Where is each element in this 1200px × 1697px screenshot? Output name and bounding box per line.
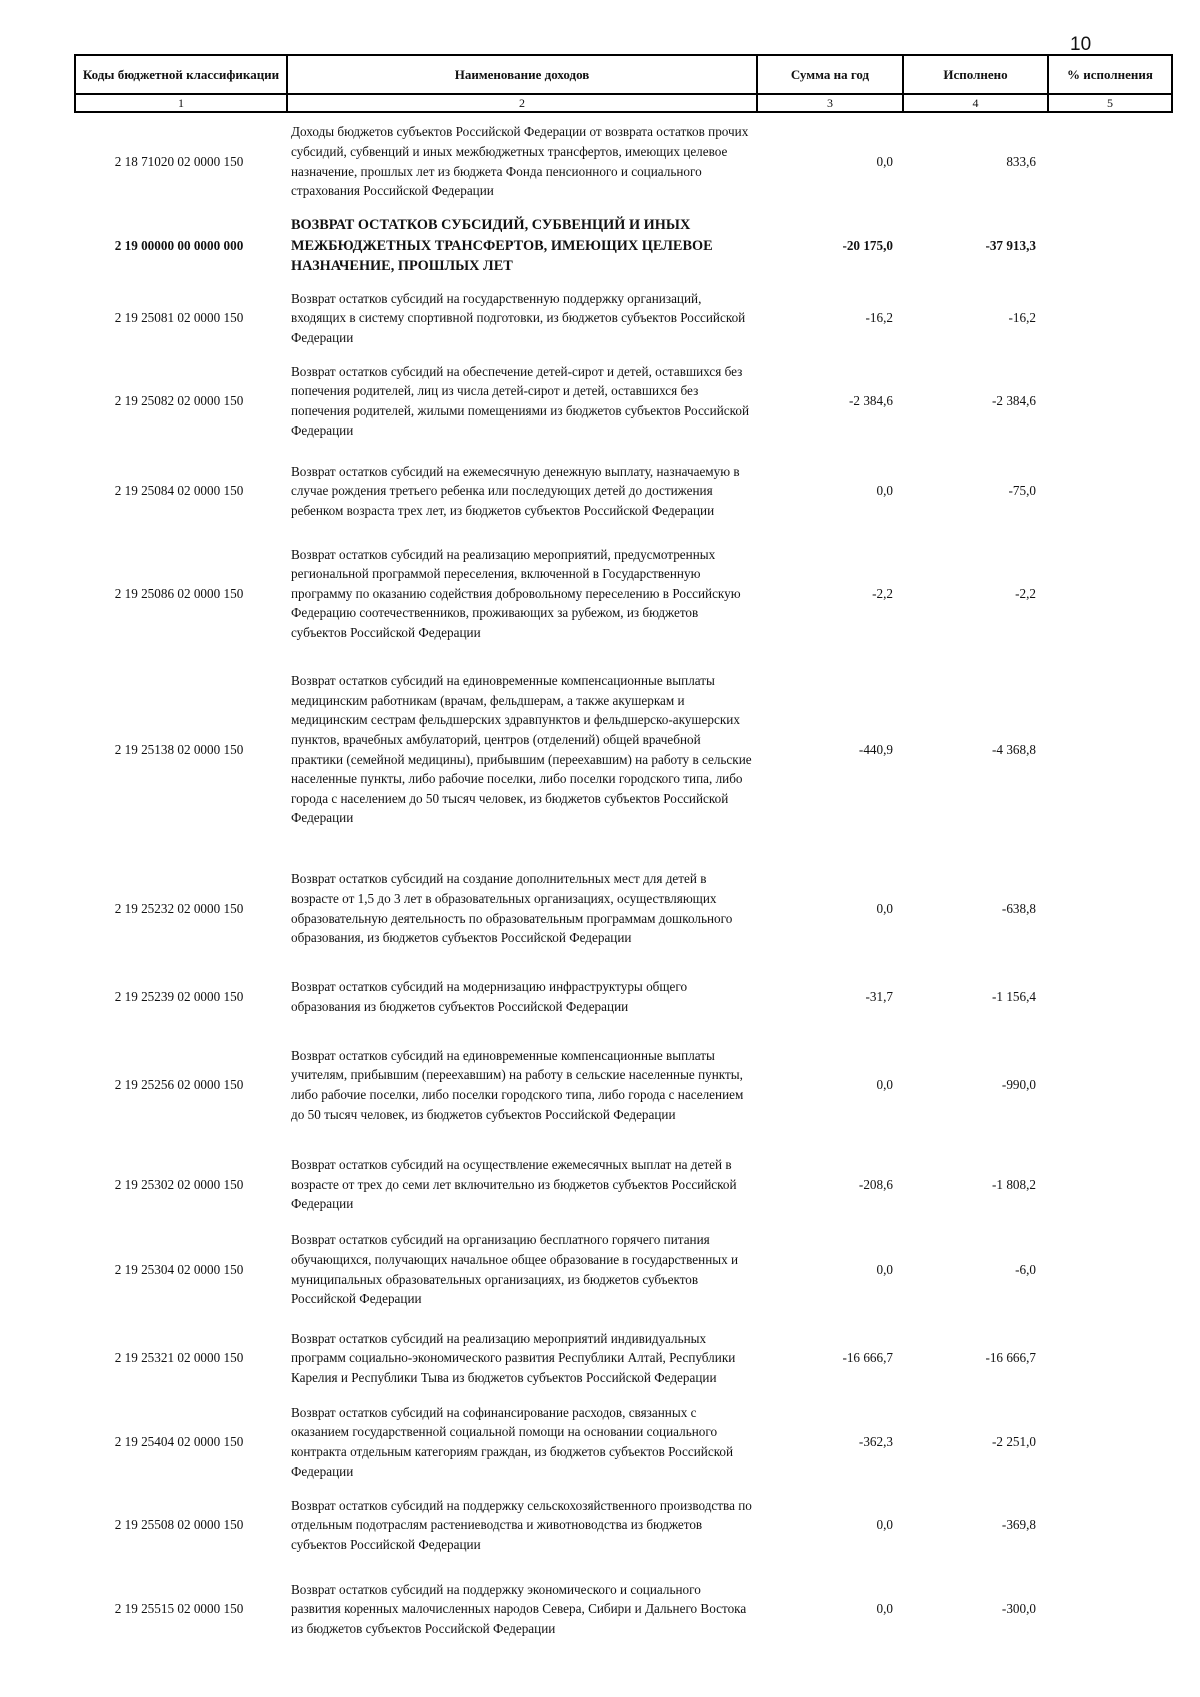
row-plan-amount: 0,0 [876, 1601, 893, 1617]
row-percent [1048, 112, 1172, 210]
row-executed-amount: -2 384,6 [992, 393, 1036, 409]
row-plan-amount: -20 175,0 [842, 238, 893, 254]
row-percent [1048, 534, 1172, 653]
budget-table [74, 54, 1173, 1653]
row-plan-amount: -440,9 [858, 741, 893, 757]
row-name: Возврат остатков субсидий на единовременные компенсационные выплаты медицинским работникам (врачам, фельдшерам, а также акушеркам и медицинским сестрам фельдшерских здравпунктов и фельдшерско-акушерских пунктов, врачебных амбулаторий, центров (отделений) общей врачебной практики (семейной медицины), прибывшим (переехавшим) на работу в сельские населенные пункты, либо рабочие поселки, либо поселки городского типа, либо города с населением до 50 тысяч человек, из бюджетов субъектов Российской Федерации [291, 673, 752, 826]
row-name: Возврат остатков субсидий на государственную поддержку организаций, входящих в систему спортивной подготовки, из бюджетов субъектов Российской Федерации [291, 290, 746, 345]
row-executed-amount: -75,0 [1008, 483, 1036, 499]
row-name: Возврат остатков субсидий на ежемесячную денежную выплату, назначаемую в случае рождения третьего ребенка или последующих детей до достижения ребенком возраста трех лет, из бюджетов субъектов Российской Федерации [291, 463, 740, 518]
row-code: 2 19 25256 02 0000 150 [114, 1077, 244, 1093]
row-percent [1048, 448, 1172, 534]
col-index-3: 3 [757, 94, 903, 112]
row-percent [1048, 1317, 1172, 1399]
table-row [75, 448, 1172, 534]
row-name: Возврат остатков субсидий на реализацию мероприятий, предусмотренных региональной программой переселения, включенной в Государственную программу по оказанию содействия добровольному переселению в Российскую Федерацию соотечественников, проживающих за рубежом, из бюджетов субъектов Российской Федерации [291, 546, 741, 640]
row-name: Возврат остатков субсидий на обеспечение детей-сирот и детей, оставшихся без попечения родителей, лиц из числа детей-сирот и детей, оставшихся без попечения родителей, жилыми помещениями из бюджетов субъектов Российской Федерации [291, 363, 750, 438]
row-plan-amount: -16,2 [865, 310, 893, 326]
table-row [75, 112, 1172, 210]
row-percent [1048, 1399, 1172, 1485]
row-plan-amount: -208,6 [858, 1176, 893, 1192]
row-executed-amount: -4 368,8 [992, 741, 1036, 757]
row-percent [1048, 1565, 1172, 1653]
row-code: 2 19 25239 02 0000 150 [114, 989, 244, 1005]
row-percent [1048, 653, 1172, 846]
row-plan-amount: -362,3 [858, 1434, 893, 1450]
row-name: Возврат остатков субсидий на поддержку экономического и социального развития коренных малочисленных народов Севера, Сибири и Дальнего Востока из бюджетов субъектов Российской Федерации [291, 1581, 747, 1636]
row-code: 2 19 25084 02 0000 150 [114, 483, 244, 499]
row-code: 2 19 25086 02 0000 150 [114, 585, 244, 601]
table-row [75, 282, 1172, 354]
row-executed-amount: -37 913,3 [985, 238, 1036, 254]
row-name: ВОЗВРАТ ОСТАТКОВ СУБСИДИЙ, СУБВЕНЦИЙ И ИНЫХ МЕЖБЮДЖЕТНЫХ ТРАНСФЕРТОВ, ИМЕЮЩИХ ЦЕЛЕВОЕ НАЗНАЧЕНИЕ, ПРОШЛЫХ ЛЕТ [291, 217, 713, 275]
row-code: 2 19 00000 00 0000 000 [114, 238, 244, 254]
table-row [75, 534, 1172, 653]
row-code: 2 19 25302 02 0000 150 [114, 1176, 244, 1192]
row-percent [1048, 1485, 1172, 1565]
row-executed-amount: -6,0 [1015, 1261, 1036, 1277]
row-executed-amount: -300,0 [1001, 1601, 1036, 1617]
row-percent [1048, 210, 1172, 282]
col-index-4: 4 [903, 94, 1048, 112]
table-row [75, 1485, 1172, 1565]
table-row [75, 1317, 1172, 1399]
row-percent [1048, 1023, 1172, 1147]
header-row [75, 55, 1172, 94]
row-executed-amount: -2,2 [1015, 585, 1036, 601]
row-plan-amount: 0,0 [876, 153, 893, 169]
row-executed-amount: -1 156,4 [992, 989, 1036, 1005]
col-header-percent: % исполнения [1048, 55, 1172, 94]
row-percent [1048, 1222, 1172, 1317]
col-header-code: Коды бюджетной классификации [75, 55, 287, 94]
row-percent [1048, 282, 1172, 354]
row-percent [1048, 354, 1172, 448]
col-index-1: 1 [75, 94, 287, 112]
row-plan-amount: -31,7 [865, 989, 893, 1005]
table-row [75, 1565, 1172, 1653]
row-executed-amount: -990,0 [1001, 1077, 1036, 1093]
row-executed-amount: -16,2 [1008, 310, 1036, 326]
row-code: 2 19 25232 02 0000 150 [114, 900, 244, 916]
row-code: 2 19 25304 02 0000 150 [114, 1261, 244, 1277]
row-executed-amount: -1 808,2 [992, 1176, 1036, 1192]
row-percent [1048, 1147, 1172, 1222]
row-name: Доходы бюджетов субъектов Российской Федерации от возврата остатков прочих субсидий, субвенций и иных межбюджетных трансфертов, имеющих целевое назначение, прошлых лет из бюджета Фонда пенсионного и социального страхования Российской Федерации [291, 124, 749, 199]
row-executed-amount: 833,6 [1006, 153, 1036, 169]
column-index-row [75, 94, 1172, 112]
table-row [75, 971, 1172, 1023]
row-code: 2 18 71020 02 0000 150 [114, 153, 244, 169]
table-body [75, 112, 1172, 1653]
row-code: 2 19 25138 02 0000 150 [114, 741, 244, 757]
col-header-name: Наименование доходов [287, 55, 757, 94]
row-plan-amount: -2,2 [872, 585, 893, 601]
table-row [75, 1222, 1172, 1317]
row-name: Возврат остатков субсидий на реализацию мероприятий индивидуальных программ социально-экономического развития Республики Алтай, Республики Карелия и Республики Тыва из бюджетов субъектов Российской Федерации [291, 1330, 736, 1385]
col-header-plan: Сумма на год [757, 55, 903, 94]
row-code: 2 19 25082 02 0000 150 [114, 393, 244, 409]
table-row [75, 1023, 1172, 1147]
row-name: Возврат остатков субсидий на модернизацию инфраструктуры общего образования из бюджетов субъектов Российской Федерации [291, 979, 688, 1014]
table-row [75, 653, 1172, 846]
row-code: 2 19 25081 02 0000 150 [114, 310, 244, 326]
row-plan-amount: 0,0 [876, 1261, 893, 1277]
row-name: Возврат остатков субсидий на софинансирование расходов, связанных с оказанием государственной социальной помощи на основании социального контракта отдельным категориям граждан, из бюджетов субъектов Российской Федерации [291, 1404, 734, 1479]
row-plan-amount: 0,0 [876, 1077, 893, 1093]
table-row [75, 1399, 1172, 1485]
table-header [75, 55, 1172, 112]
row-name: Возврат остатков субсидий на единовременные компенсационные выплаты учителям, прибывшим (переехавшим) на работу в сельские населенные пункты, либо рабочие поселки, либо поселки городского типа, либо города с населением до 50 тысяч человек, из бюджетов субъектов Российской Федерации [291, 1047, 744, 1122]
row-name: Возврат остатков субсидий на поддержку сельскохозяйственного производства по отдельным подотраслям растениеводства и животноводства из бюджетов субъектов Российской Федерации [291, 1497, 752, 1552]
page-number: 10 [1070, 34, 1092, 55]
row-plan-amount: 0,0 [876, 1517, 893, 1533]
row-plan-amount: 0,0 [876, 483, 893, 499]
row-executed-amount: -2 251,0 [992, 1434, 1036, 1450]
col-header-done: Исполнено [903, 55, 1048, 94]
row-code: 2 19 25508 02 0000 150 [114, 1517, 244, 1533]
row-code: 2 19 25321 02 0000 150 [114, 1350, 244, 1366]
row-code: 2 19 25515 02 0000 150 [114, 1601, 244, 1617]
table-row [75, 210, 1172, 282]
row-plan-amount: -2 384,6 [849, 393, 893, 409]
row-name: Возврат остатков субсидий на осуществление ежемесячных выплат на детей в возрасте от трех до семи лет включительно из бюджетов субъектов Российской Федерации [291, 1157, 737, 1212]
row-plan-amount: -16 666,7 [842, 1350, 893, 1366]
table-row [75, 354, 1172, 448]
col-index-2: 2 [287, 94, 757, 112]
row-executed-amount: -369,8 [1001, 1517, 1036, 1533]
row-name: Возврат остатков субсидий на организацию бесплатного горячего питания обучающихся, получающих начальное общее образование в государственных и муниципальных образовательных организациях, из бюджетов субъектов Российской Федерации [291, 1232, 739, 1307]
table-row [75, 846, 1172, 971]
row-percent [1048, 971, 1172, 1023]
table-row [75, 1147, 1172, 1222]
row-executed-amount: -16 666,7 [985, 1350, 1036, 1366]
row-executed-amount: -638,8 [1001, 900, 1036, 916]
row-code: 2 19 25404 02 0000 150 [114, 1434, 244, 1450]
row-percent [1048, 846, 1172, 971]
col-index-5: 5 [1048, 94, 1172, 112]
row-name: Возврат остатков субсидий на создание дополнительных мест для детей в возрасте от 1,5 до 3 лет в образовательных организациях, осуществляющих образовательную деятельность по образовательным программам дошкольного образования, из бюджетов субъектов Российской Федерации [291, 871, 733, 946]
row-plan-amount: 0,0 [876, 900, 893, 916]
